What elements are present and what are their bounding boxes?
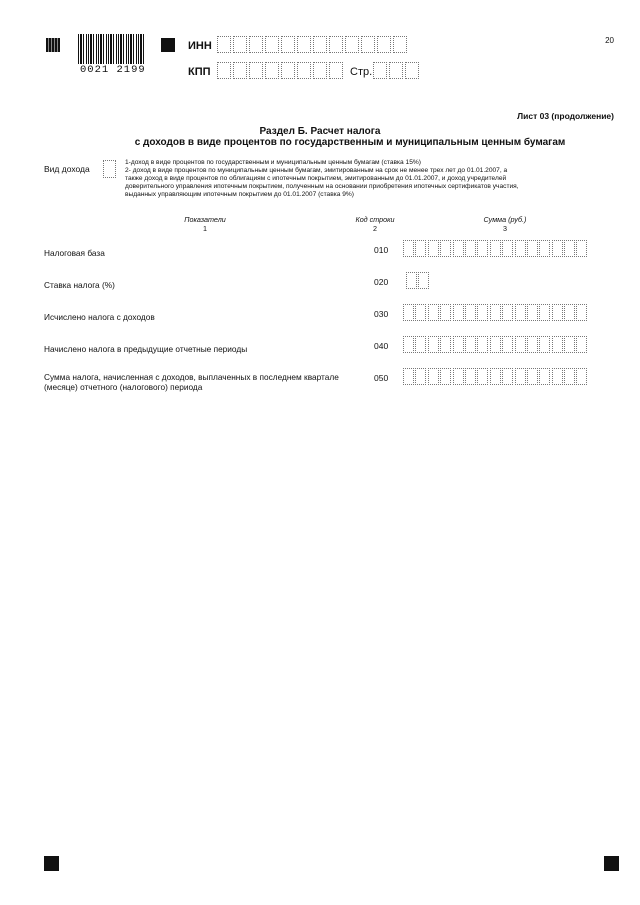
income-type-line: выданных управляющим ипотечным покрытием до 01.01.2007 (ставка 9%) bbox=[125, 191, 354, 199]
digit-cell[interactable] bbox=[428, 304, 439, 321]
income-type-line: также доход в виде процентов по облигациям с ипотечным покрытием, эмитированным до 01.01.2007, и доход учредителей bbox=[125, 175, 507, 183]
digit-cell[interactable] bbox=[477, 304, 488, 321]
digit-cell[interactable] bbox=[539, 304, 550, 321]
digit-cell[interactable] bbox=[477, 240, 488, 257]
digit-cell[interactable] bbox=[576, 304, 587, 321]
row-label-tax-calculated: Исчислено налога с доходов bbox=[44, 312, 155, 322]
digit-cell[interactable] bbox=[527, 240, 538, 257]
digit-cell[interactable] bbox=[490, 368, 501, 385]
page-number: 20 bbox=[605, 36, 614, 45]
digit-cell[interactable] bbox=[490, 336, 501, 353]
row-code-020: 020 bbox=[374, 277, 389, 287]
digit-cell[interactable] bbox=[552, 368, 563, 385]
digit-cell[interactable] bbox=[403, 304, 414, 321]
digit-cell[interactable] bbox=[465, 240, 476, 257]
section-subtitle: с доходов в виде процентов по государственным и муниципальным ценным бумагам bbox=[134, 137, 566, 148]
inn-field[interactable] bbox=[217, 36, 409, 53]
barcode-number: 0021 2199 bbox=[80, 64, 146, 76]
tax-last-quarter-field[interactable] bbox=[403, 368, 589, 385]
sheet-label: Лист 03 (продолжение) bbox=[517, 111, 614, 121]
row-code-050: 050 bbox=[374, 373, 389, 383]
digit-cell[interactable] bbox=[453, 304, 464, 321]
column-number-2: 2 bbox=[373, 224, 377, 233]
digit-cell[interactable] bbox=[527, 304, 538, 321]
alignment-marker-bottom-left bbox=[44, 856, 59, 871]
digit-cell[interactable] bbox=[490, 240, 501, 257]
row-label-tax-previous-periods: Начислено налога в предыдущие отчетные периоды bbox=[44, 344, 248, 354]
row-label-tax-rate: Ставка налога (%) bbox=[44, 280, 115, 290]
tax-rate-field[interactable] bbox=[406, 272, 431, 289]
digit-cell[interactable] bbox=[465, 336, 476, 353]
income-type-line: 1-доход в виде процентов по государственным и муниципальным ценным бумагам (ставка 15%) bbox=[125, 159, 421, 166]
digit-cell[interactable] bbox=[515, 336, 526, 353]
income-type-field[interactable] bbox=[103, 160, 116, 178]
digit-cell[interactable] bbox=[465, 304, 476, 321]
income-type-label: Вид дохода bbox=[44, 164, 90, 174]
digit-cell[interactable] bbox=[428, 336, 439, 353]
digit-cell[interactable] bbox=[552, 240, 563, 257]
digit-cell[interactable] bbox=[440, 368, 451, 385]
digit-cell[interactable] bbox=[576, 240, 587, 257]
column-header-indicators: Показатели bbox=[184, 215, 226, 224]
column-number-3: 3 bbox=[503, 224, 507, 233]
digit-cell[interactable] bbox=[403, 240, 414, 257]
row-label-tax-base: Налоговая база bbox=[44, 248, 105, 258]
section-title: Раздел Б. Расчет налога bbox=[259, 126, 381, 137]
row-label-tax-last-quarter: Сумма налога, начисленная с доходов, выплаченных в последнем квартале (месяце) отчетного (налогового) периода bbox=[44, 372, 339, 392]
income-type-description bbox=[125, 159, 615, 199]
column-header-line-code: Код строки bbox=[355, 215, 395, 224]
digit-cell[interactable] bbox=[477, 336, 488, 353]
digit-cell[interactable] bbox=[527, 336, 538, 353]
alignment-marker-top-middle bbox=[161, 38, 175, 52]
digit-cell[interactable] bbox=[515, 368, 526, 385]
digit-cell[interactable] bbox=[415, 240, 426, 257]
digit-cell[interactable] bbox=[502, 304, 513, 321]
tax-previous-periods-field[interactable] bbox=[403, 336, 589, 353]
digit-cell[interactable] bbox=[453, 368, 464, 385]
digit-cell[interactable] bbox=[539, 240, 550, 257]
digit-cell[interactable] bbox=[502, 336, 513, 353]
digit-cell[interactable] bbox=[564, 240, 575, 257]
row-code-010: 010 bbox=[374, 245, 389, 255]
income-type-line: доверительного управления ипотечным покрытием, полученным на основании приобретения ипотечных сертификатов участия, bbox=[125, 183, 519, 191]
row-code-030: 030 bbox=[374, 309, 389, 319]
page-label: Стр. bbox=[350, 66, 373, 78]
digit-cell[interactable] bbox=[515, 240, 526, 257]
digit-cell[interactable] bbox=[539, 368, 550, 385]
digit-cell[interactable] bbox=[515, 304, 526, 321]
kpp-label: КПП bbox=[188, 66, 211, 78]
digit-cell[interactable] bbox=[477, 368, 488, 385]
digit-cell[interactable] bbox=[406, 272, 417, 289]
digit-cell[interactable] bbox=[453, 336, 464, 353]
inn-label: ИНН bbox=[188, 40, 212, 52]
digit-cell[interactable] bbox=[440, 304, 451, 321]
income-type-line: 2- доход в виде процентов по муниципальным ценным бумагам, эмитированным на срок не менее трех лет до 01.01.2007, а bbox=[125, 167, 508, 175]
column-number-1: 1 bbox=[203, 224, 207, 233]
digit-cell[interactable] bbox=[576, 368, 587, 385]
digit-cell[interactable] bbox=[552, 336, 563, 353]
digit-cell[interactable] bbox=[539, 336, 550, 353]
digit-cell[interactable] bbox=[465, 368, 476, 385]
kpp-field[interactable] bbox=[217, 62, 345, 79]
tax-base-field[interactable] bbox=[403, 240, 589, 257]
digit-cell[interactable] bbox=[527, 368, 538, 385]
tax-calculated-field[interactable] bbox=[403, 304, 589, 321]
digit-cell[interactable] bbox=[415, 304, 426, 321]
digit-cell[interactable] bbox=[440, 336, 451, 353]
page-field[interactable] bbox=[373, 62, 421, 79]
digit-cell[interactable] bbox=[403, 368, 414, 385]
digit-cell[interactable] bbox=[490, 304, 501, 321]
alignment-marker-top-left bbox=[46, 38, 60, 52]
column-header-amount: Сумма (руб.) bbox=[483, 215, 527, 224]
digit-cell[interactable] bbox=[415, 336, 426, 353]
digit-cell[interactable] bbox=[428, 368, 439, 385]
row-code-040: 040 bbox=[374, 341, 389, 351]
digit-cell[interactable] bbox=[418, 272, 429, 289]
digit-cell[interactable] bbox=[564, 336, 575, 353]
digit-cell[interactable] bbox=[415, 368, 426, 385]
digit-cell[interactable] bbox=[564, 368, 575, 385]
digit-cell[interactable] bbox=[502, 240, 513, 257]
alignment-marker-bottom-right bbox=[604, 856, 619, 871]
digit-cell[interactable] bbox=[502, 368, 513, 385]
digit-cell[interactable] bbox=[576, 336, 587, 353]
digit-cell[interactable] bbox=[428, 240, 439, 257]
digit-cell[interactable] bbox=[552, 304, 563, 321]
digit-cell[interactable] bbox=[453, 240, 464, 257]
digit-cell[interactable] bbox=[440, 240, 451, 257]
digit-cell[interactable] bbox=[403, 336, 414, 353]
barcode bbox=[78, 34, 144, 64]
digit-cell[interactable] bbox=[564, 304, 575, 321]
